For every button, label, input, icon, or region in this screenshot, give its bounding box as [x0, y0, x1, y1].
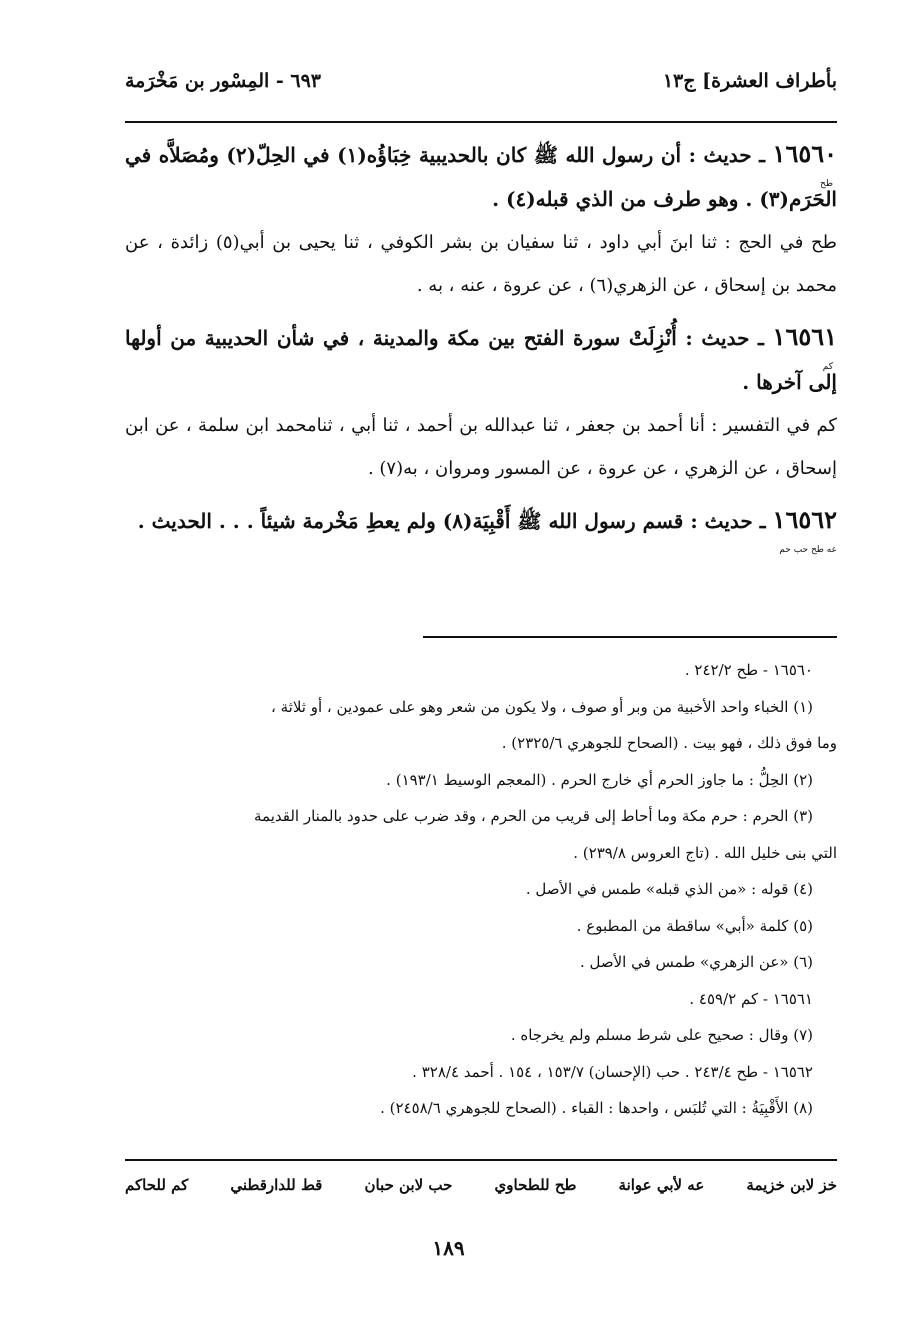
hadith-text	[125, 498, 837, 555]
footnote-line: (٣) الحرم : حرم مكة وما أحاط إلى قريب من الحرم ، وقد ضرب على حدود بالمنار القديمة	[254, 807, 813, 825]
hadith-number: ١٦٥٦٠	[772, 139, 837, 168]
source-sigla: عه طح حب حم	[779, 545, 837, 555]
source-sigla: طح	[820, 179, 833, 189]
abbreviation-item: كم للحاكم	[125, 1176, 189, 1194]
footnote-line: ١٦٥٦٠ - طح ٢٤٢/٢ .	[684, 661, 813, 679]
abbreviation-rule	[125, 1159, 837, 1161]
hadith-body: ـ حديث : قسم رسول الله ﷺ أَقْبِيَة(٨) ولم يعطِ مَخْرمة شيئاً . . . الحديث .	[137, 509, 766, 533]
header-book-volume: بأطراف العشرة] ج١٣	[662, 70, 837, 92]
hadith-number: ١٦٥٦٢	[772, 505, 837, 534]
abbreviation-item: عه لأبي عوانة	[618, 1176, 705, 1194]
footnotes	[125, 652, 837, 1127]
running-header	[125, 70, 837, 110]
footnote-line: ١٦٥٦٢ - طح ٢٤٣/٤ . حب (الإحسان) ١٥٣/٧ ، ١٥٤ . أحمد ٣٢٨/٤ .	[412, 1062, 813, 1081]
footnote-line: (٦) «عن الزهري» طمس في الأصل .	[579, 953, 813, 971]
footnote-line: (٨) الأَقْبِيَةُ : التي تُلبَس ، واحدها : القباء . (الصحاح للجوهري ٢٤٥٨/٦) .	[380, 1099, 813, 1117]
footnote-line: (١) الخباء واحد الأخبية من وبر أو صوف ، ولا يكون من شعر وهو على عمودين ، أو ثلاثة ،	[271, 697, 813, 716]
footnote-line: (٧) وقال : صحيح على شرط مسلم ولم يخرجاه .	[510, 1026, 813, 1044]
abbreviation-key	[125, 1176, 837, 1194]
hadith-text	[125, 315, 837, 404]
footnote-line: (٢) الحِلُّ : ما جاوز الحرم أي خارج الحرم . (المعجم الوسيط ١٩٣/١) .	[386, 770, 813, 789]
abbreviation-item: قط للدارقطني	[230, 1176, 323, 1194]
abbreviation-item: خز لابن خزيمة	[746, 1176, 837, 1194]
footnote-rule	[423, 636, 837, 638]
header-section-title: ٦٩٣ - المِسْور بن مَخْرَمة	[125, 70, 322, 92]
hadith-body: ـ حديث : أن رسول الله ﷺ كان بالحديبية خِبَاؤُه(١) في الحِلّ(٢) ومُصَلاَّه في الحَرَم(٣) . وهو طرف من الذي قبله(٤) .	[125, 143, 837, 211]
source-sigla: كم	[822, 362, 833, 372]
abbreviation-item: طح للطحاوي	[494, 1176, 577, 1194]
hadith-entry-16560	[125, 132, 837, 307]
header-rule	[125, 121, 837, 123]
hadith-entry-16562	[125, 498, 837, 555]
footnote-line: ١٦٥٦١ - كم ٤٥٩/٢ .	[689, 989, 813, 1008]
footnote-line: (٤) قوله : «من الذي قبله» طمس في الأصل .	[525, 880, 813, 898]
footnote-line: وما فوق ذلك ، فهو بيت . (الصحاح للجوهري ٢٣٢٥/٦) .	[501, 734, 837, 752]
hadith-text	[125, 132, 837, 221]
isnad-text: طح في الحج : ثنا ابنَ أبي داود ، ثنا سفيان بن بشر الكوفي ، ثنا يحيى بن أبي(٥) زائدة ، عن محمد بن إسحاق ، عن الزهري(٦) ، عن عروة ، عنه ، به .	[125, 232, 837, 296]
isnad-text: كم في التفسير : أنا أحمد بن جعفر ، ثنا عبدالله بن أحمد ، ثنا أبي ، ثنامحمد ابن سلمة ، عن ابن إسحاق ، عن الزهري ، عن عروة ، عن المسور ومروان ، به(٧) .	[125, 415, 837, 479]
footnote-line: (٥) كلمة «أبي» ساقطة من المطبوع .	[576, 916, 813, 935]
hadith-number: ١٦٥٦١	[772, 322, 837, 351]
main-text	[125, 132, 837, 555]
hadith-body: ـ حديث : أُنْزِلَتْ سورة الفتح بين مكة والمدينة ، في شأن الحديبية من أولها إلى آخرها .	[125, 326, 837, 394]
abbreviation-item: حب لابن حبان	[364, 1176, 453, 1194]
footnote-line: التي بنى خليل الله . (تاج العروس ٢٣٩/٨) .	[573, 843, 837, 862]
page-number: ١٨٩	[432, 1236, 465, 1260]
hadith-entry-16561	[125, 315, 837, 490]
